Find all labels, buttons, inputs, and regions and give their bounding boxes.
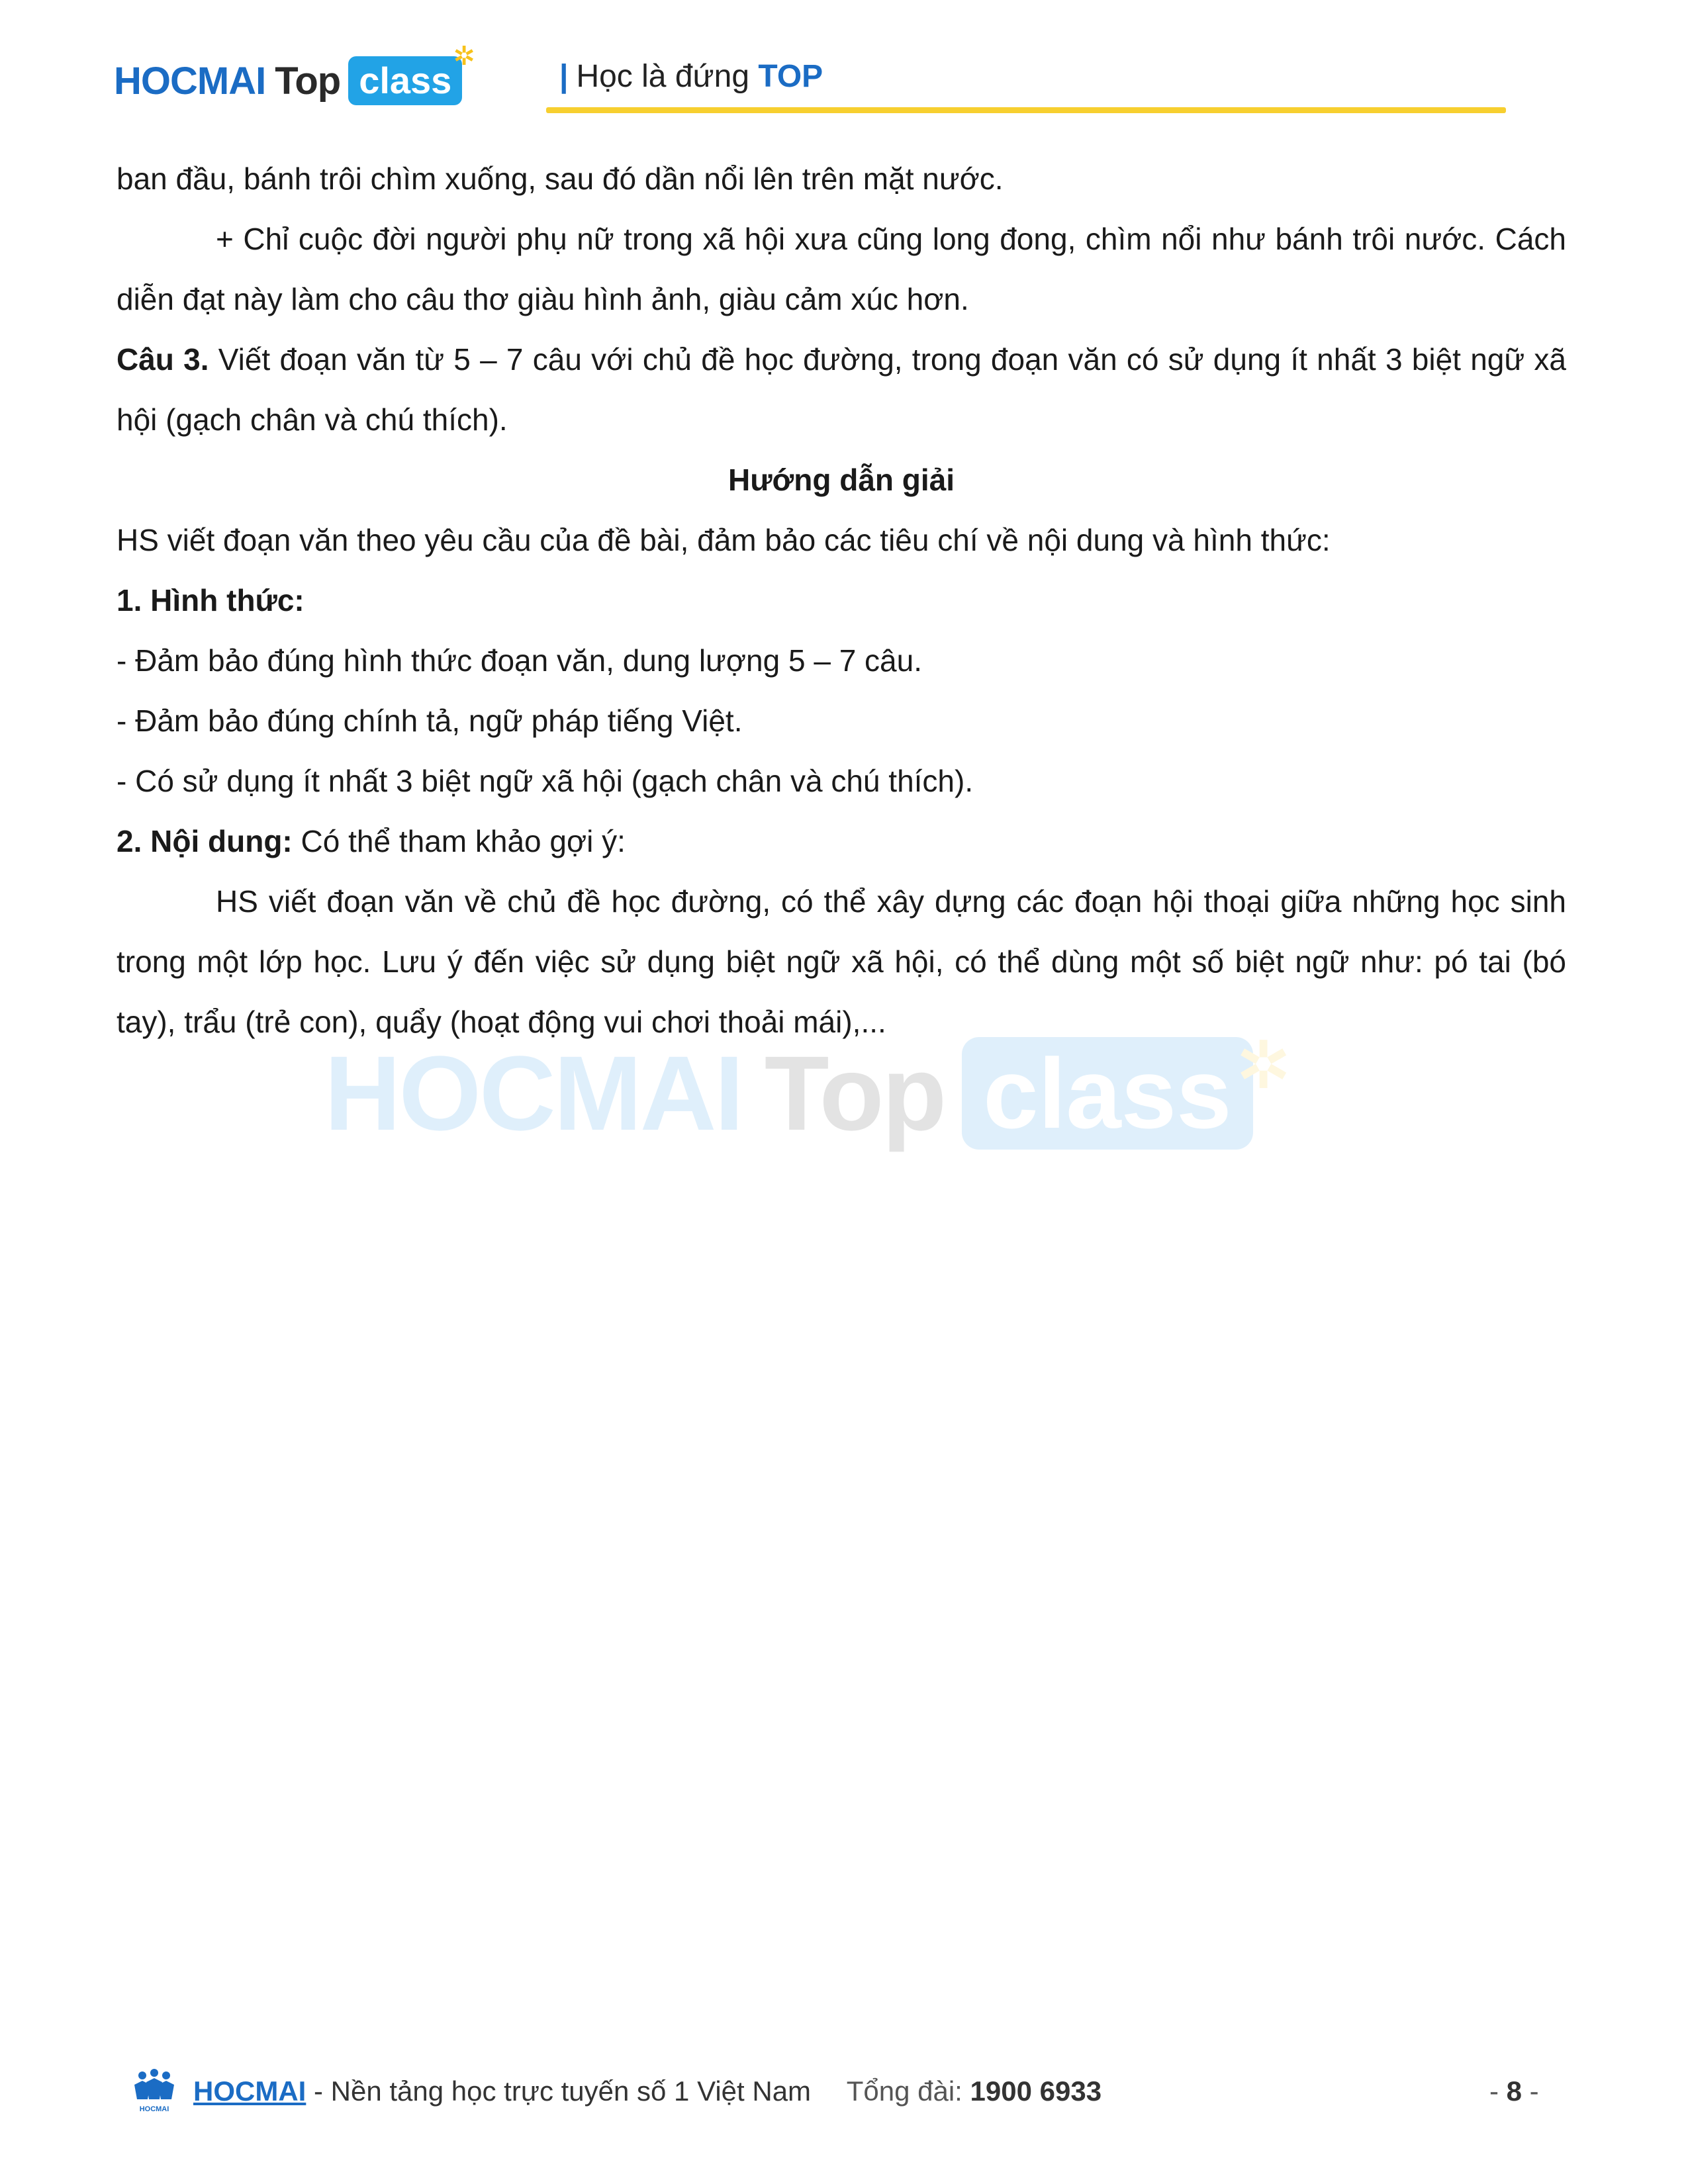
footer-logo-caption: HOCMAI (139, 2105, 169, 2113)
hocmai-people-icon (129, 2069, 179, 2115)
document-body (117, 149, 1566, 1052)
hotline-number: 1900 6933 (970, 2075, 1102, 2107)
footer-hotline (847, 2075, 1102, 2107)
header-divider (546, 107, 1506, 113)
watermark-gear-icon: ✲ (1235, 1028, 1291, 1103)
question-3-text: Viết đoạn văn từ 5 – 7 câu với chủ đề học đường, trong đoạn văn có sử dụng ít nhất 3 biệt ngữ xã hội (gạch chân và chú thích). (117, 342, 1566, 437)
page-number-suffix: - (1522, 2075, 1539, 2107)
content-label-text: Có thể tham khảo gợi ý: (292, 824, 626, 858)
logo-hocmai-text: HOCMAI (114, 59, 266, 103)
tagline-highlight: TOP (758, 59, 823, 94)
tagline-separator: | (559, 59, 569, 94)
watermark-top-text: Top (764, 1034, 945, 1152)
footer-slogan: - Nền tảng học trực tuyến số 1 Việt Nam (306, 2075, 812, 2107)
paragraph-explanation: + Chỉ cuộc đời người phụ nữ trong xã hội xưa cũng long đong, chìm nổi như bánh trôi nước. Cách diễn đạt này làm cho câu thơ giàu hình ảnh, giàu cảm xúc hơn. (117, 222, 1566, 316)
hotline-label: Tổng đài: (846, 2075, 970, 2107)
paragraph-continuation: ban đầu, bánh trôi chìm xuống, sau đó dần nổi lên trên mặt nước. (117, 161, 1004, 196)
form-item: - Có sử dụng ít nhất 3 biệt ngữ xã hội (gạch chân và chú thích). (117, 764, 974, 798)
watermark-hocmai-text: HOCMAI (324, 1034, 742, 1152)
page-footer (0, 2065, 1688, 2131)
form-title-text: 1. Hình thức: (117, 583, 305, 617)
tagline-prefix: Học là đứng (576, 59, 750, 94)
header-tagline (559, 58, 823, 95)
logo-top-text: Top (275, 59, 341, 103)
logo-class-text: class (359, 60, 452, 101)
footer-brand-link[interactable]: HOCMAI (193, 2075, 306, 2107)
paragraph-suggestion: HS viết đoạn văn về chủ đề học đường, có thể xây dựng các đoạn hội thoại giữa những học sinh trong một lớp học. Lưu ý đến việc sử dụng biệt ngữ xã hội, có thể dùng một số biệt ngữ như: pó tai (bó tay), trẩu (trẻ con), quẩy (hoạt động vui chơi thoải mái),... (117, 884, 1566, 1039)
watermark-class-text: class (983, 1038, 1232, 1149)
watermark-class-badge (962, 1028, 1291, 1150)
form-item: - Đảm bảo đúng chính tả, ngữ pháp tiếng Việt. (117, 704, 743, 738)
section-content-title (117, 811, 1566, 872)
question-3-label: Câu 3. (117, 342, 209, 377)
hocmai-topclass-logo (114, 42, 475, 107)
logo-class-badge (348, 42, 475, 105)
question-3 (117, 330, 1566, 450)
page-header (0, 0, 1688, 132)
page-number (1489, 2075, 1539, 2107)
page-number-value: 8 (1506, 2075, 1523, 2107)
page-number-prefix: - (1489, 2075, 1507, 2107)
guide-title: Hướng dẫn giải (727, 463, 955, 497)
section-form-title (117, 570, 1566, 631)
content-label: 2. Nội dung: (117, 824, 293, 858)
gear-icon: ✲ (453, 42, 475, 71)
guide-intro: HS viết đoạn văn theo yêu cầu của đề bài, đảm bảo các tiêu chí về nội dung và hình thức: (117, 523, 1331, 557)
footer-text (193, 2075, 1102, 2107)
form-item: - Đảm bảo đúng hình thức đoạn văn, dung lượng 5 – 7 câu. (117, 643, 923, 678)
